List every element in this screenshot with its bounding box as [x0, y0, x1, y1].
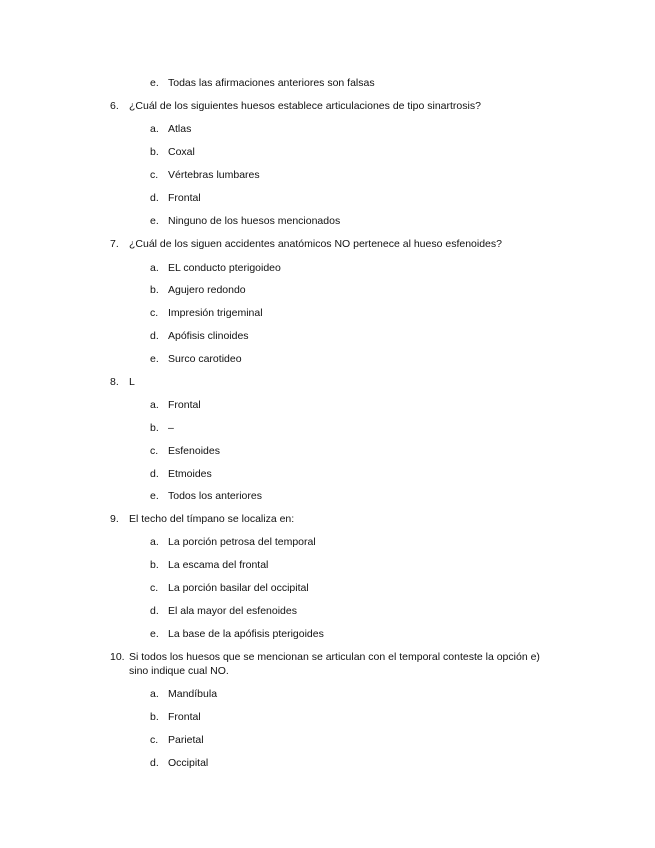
- option-letter: e.: [150, 490, 159, 502]
- option-letter: d.: [150, 192, 159, 204]
- question-text-continuation: sino indique cual NO.: [129, 665, 229, 677]
- option-text: La porción basilar del occipital: [168, 582, 309, 594]
- option-letter: e.: [150, 77, 159, 89]
- option-text: Frontal: [168, 399, 201, 411]
- option-letter: d.: [150, 330, 159, 342]
- option-letter: b.: [150, 284, 159, 296]
- option-letter: b.: [150, 711, 159, 723]
- question-text: ¿Cuál de los siguen accidentes anatómicos NO pertenece al hueso esfenoides?: [129, 238, 502, 250]
- option-letter: c.: [150, 734, 159, 746]
- question-number: 8.: [110, 376, 119, 388]
- option-letter: e.: [150, 628, 159, 640]
- option-text: Etmoides: [168, 468, 212, 480]
- option-text: –: [168, 422, 174, 434]
- option-text: La porción petrosa del temporal: [168, 536, 316, 548]
- option-text: EL conducto pterigoideo: [168, 262, 281, 274]
- option-letter: d.: [150, 605, 159, 617]
- option-letter: c.: [150, 169, 159, 181]
- option-letter: b.: [150, 559, 159, 571]
- option-letter: c.: [150, 445, 159, 457]
- option-text: El ala mayor del esfenoides: [168, 605, 297, 617]
- option-letter: c.: [150, 582, 159, 594]
- option-letter: a.: [150, 536, 159, 548]
- option-text: La escama del frontal: [168, 559, 269, 571]
- option-text: Todos los anteriores: [168, 490, 262, 502]
- option-letter: e.: [150, 353, 159, 365]
- option-text: Frontal: [168, 192, 201, 204]
- option-text: Vértebras lumbares: [168, 169, 260, 181]
- option-text: Coxal: [168, 146, 195, 158]
- option-text: Occipital: [168, 757, 209, 769]
- option-text: Parietal: [168, 734, 204, 746]
- question-number: 7.: [110, 238, 119, 250]
- option-letter: e.: [150, 215, 159, 227]
- question-number: 10.: [110, 651, 125, 663]
- option-letter: d.: [150, 757, 159, 769]
- question-text: Si todos los huesos que se mencionan se articulan con el temporal conteste la opción e): [129, 651, 540, 663]
- option-letter: d.: [150, 468, 159, 480]
- option-letter: c.: [150, 307, 159, 319]
- option-letter: b.: [150, 422, 159, 434]
- question-text: L: [129, 376, 135, 388]
- option-text: Agujero redondo: [168, 284, 246, 296]
- question-number: 9.: [110, 513, 119, 525]
- option-letter: a.: [150, 399, 159, 411]
- option-letter: a.: [150, 688, 159, 700]
- option-text: Todas las afirmaciones anteriores son falsas: [168, 77, 375, 89]
- option-text: Frontal: [168, 711, 201, 723]
- option-text: Surco carotideo: [168, 353, 242, 365]
- option-text: Impresión trigeminal: [168, 307, 263, 319]
- question-text: El techo del tímpano se localiza en:: [129, 513, 295, 525]
- option-letter: b.: [150, 146, 159, 158]
- option-text: Mandíbula: [168, 688, 218, 700]
- option-letter: a.: [150, 123, 159, 135]
- option-text: Atlas: [168, 123, 192, 135]
- question-number: 6.: [110, 100, 119, 112]
- option-text: Esfenoides: [168, 445, 220, 457]
- option-text: La base de la apófisis pterigoides: [168, 628, 324, 640]
- option-letter: a.: [150, 262, 159, 274]
- option-text: Apófisis clinoides: [168, 330, 249, 342]
- question-text: ¿Cuál de los siguientes huesos establece articulaciones de tipo sinartrosis?: [129, 100, 481, 112]
- option-text: Ninguno de los huesos mencionados: [168, 215, 341, 227]
